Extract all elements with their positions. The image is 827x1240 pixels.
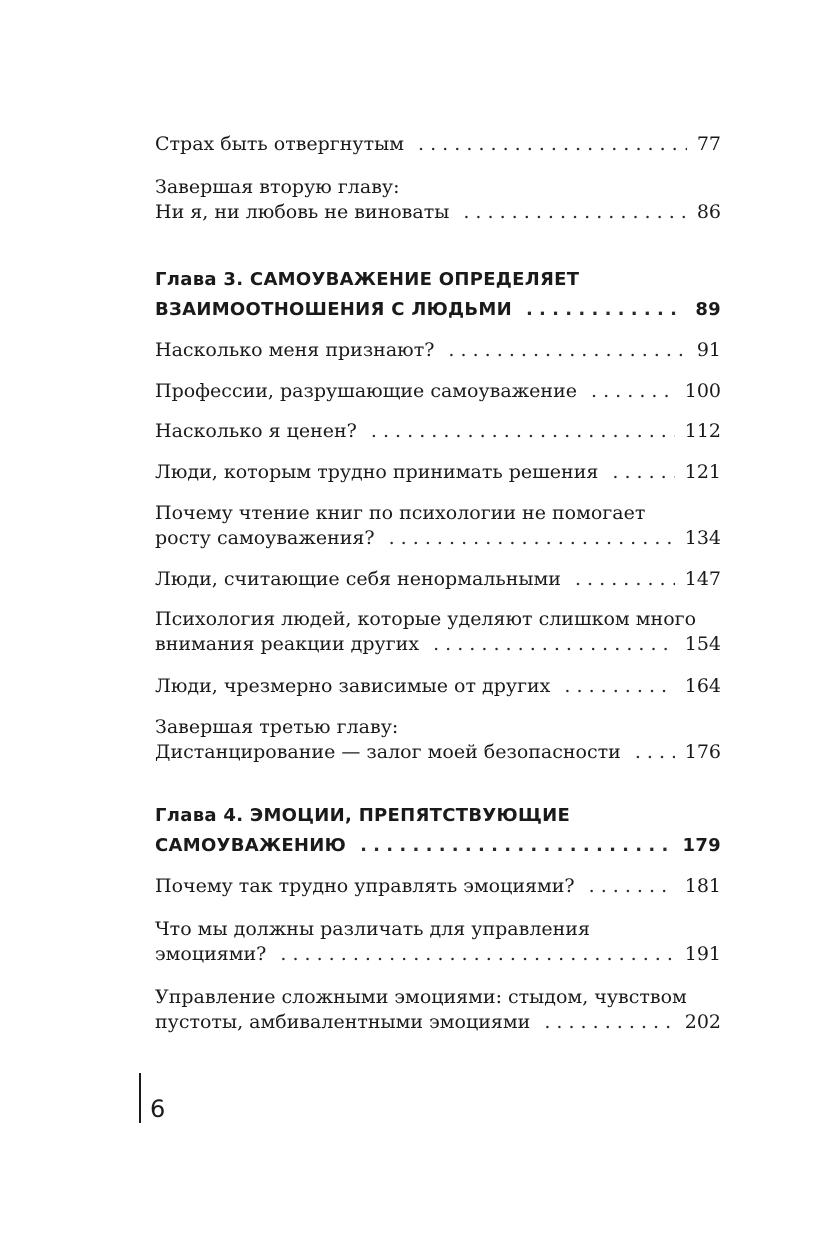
entry-page: 112 <box>684 420 721 442</box>
dot-leader <box>564 674 674 699</box>
chapter-page: 89 <box>695 299 721 320</box>
entry-title: внимания реакции других <box>155 633 420 655</box>
entry-page: 86 <box>696 201 721 223</box>
toc-entry <box>155 917 721 967</box>
dot-leader <box>463 200 686 225</box>
toc-entry <box>155 338 721 363</box>
footer-rule <box>139 1073 141 1123</box>
toc-entry <box>155 985 721 1035</box>
entry-title: Насколько меня признают? <box>155 339 435 361</box>
chapter-heading <box>155 265 721 325</box>
entry-title: Психология людей, которые уделяют слишком много <box>155 608 697 630</box>
entry-title: Страх быть отвергнутым <box>155 133 405 155</box>
entry-title: Люди, которым трудно принимать решения <box>155 461 599 483</box>
entry-page: 191 <box>684 943 721 965</box>
entry-page: 91 <box>696 339 721 361</box>
toc-entry <box>155 419 721 444</box>
dot-leader <box>389 526 675 551</box>
entry-page: 100 <box>684 380 721 402</box>
entry-page: 77 <box>696 133 721 155</box>
entry-title: Дистанцирование — залог моей безопасности <box>155 741 621 763</box>
entry-page: 202 <box>684 1011 721 1033</box>
entry-title: Ни я, ни любовь не виноваты <box>155 201 450 223</box>
chapter-title: Глава 4. ЭМОЦИИ, ПРЕПЯТСТВУЮЩИЕ <box>155 805 571 826</box>
entry-title: Профессии, разрушающие самоуважение <box>155 380 577 402</box>
dot-leader <box>448 338 686 363</box>
dot-leader <box>544 1010 674 1035</box>
entry-title: Люди, чрезмерно зависимые от других <box>155 675 551 697</box>
dot-leader <box>433 632 675 657</box>
entry-title: пустоты, амбивалентными эмоциями <box>155 1011 531 1033</box>
chapter-title: ВЗАИМООТНОШЕНИЯ С ЛЮДЬМИ <box>155 299 512 320</box>
entry-title: Люди, считающие себя ненормальными <box>155 568 561 590</box>
entry-page: 154 <box>684 633 721 655</box>
entry-title: эмоциями? <box>155 943 267 965</box>
dot-leader <box>360 831 672 861</box>
dot-leader <box>575 567 675 592</box>
dot-leader <box>591 379 675 404</box>
chapter-page: 179 <box>682 835 721 856</box>
toc-entry <box>155 501 721 551</box>
toc-entry <box>155 567 721 592</box>
page-number: 6 <box>150 1095 166 1123</box>
entry-page: 134 <box>684 527 721 549</box>
dot-leader <box>371 419 675 444</box>
dot-leader <box>526 295 685 325</box>
entry-title: росту самоуважения? <box>155 527 375 549</box>
dot-leader <box>418 132 687 157</box>
toc-entry <box>155 132 721 157</box>
entry-title: Завершая вторую главу: <box>155 176 400 198</box>
toc-entry <box>155 379 721 404</box>
entry-page: 121 <box>684 461 721 483</box>
entry-title: Почему чтение книг по психологии не помогает <box>155 502 646 524</box>
entry-title: Завершая третью главу: <box>155 716 399 738</box>
dot-leader <box>635 740 675 765</box>
dot-leader <box>280 942 674 967</box>
chapter-heading <box>155 801 721 861</box>
toc-entry <box>155 674 721 699</box>
entry-page: 164 <box>684 675 721 697</box>
entry-page: 176 <box>684 741 721 763</box>
dot-leader <box>612 460 674 485</box>
toc-entry <box>155 175 721 225</box>
entry-title: Управление сложными эмоциями: стыдом, чувством <box>155 986 687 1008</box>
dot-leader <box>589 874 675 899</box>
entry-page: 181 <box>684 875 721 897</box>
toc-entry <box>155 874 721 899</box>
toc-entry <box>155 607 721 657</box>
entry-title: Что мы должны различать для управления <box>155 918 590 940</box>
entry-page: 147 <box>684 568 721 590</box>
chapter-title: САМОУВАЖЕНИЮ <box>155 835 347 856</box>
toc-entry <box>155 460 721 485</box>
toc-entry <box>155 715 721 765</box>
entry-title: Почему так трудно управлять эмоциями? <box>155 875 575 897</box>
chapter-title: Глава 3. САМОУВАЖЕНИЕ ОПРЕДЕЛЯЕТ <box>155 269 580 290</box>
entry-title: Насколько я ценен? <box>155 420 357 442</box>
